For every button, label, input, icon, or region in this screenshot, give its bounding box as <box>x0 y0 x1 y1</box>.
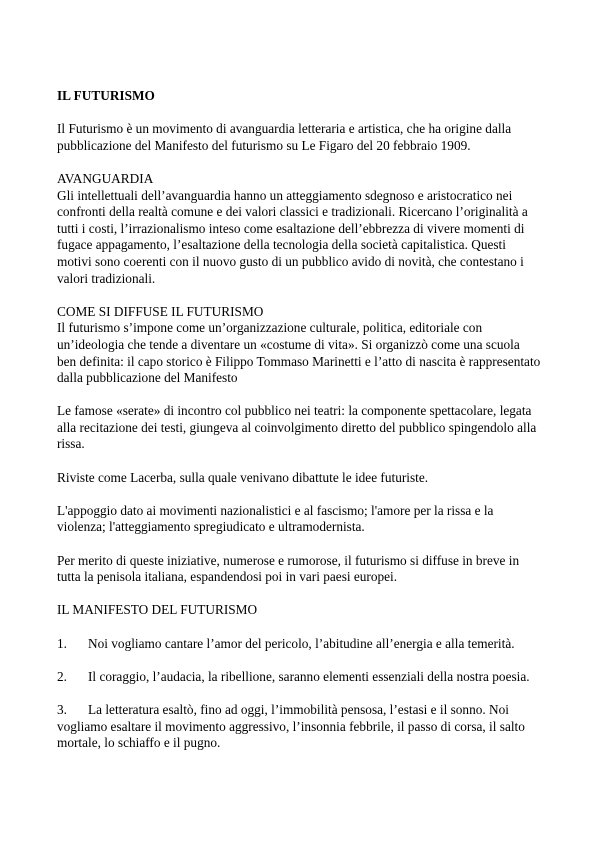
avanguardia-text: Gli intellettuali dell’avanguardia hanno un atteggiamento sdegnoso e aristocratico nei confronti della realtà comune e dei valori classici e tradizionali. Ricercano l’originalità a tutti i costi, l’irrazionalismo inteso come esaltazione dell’ebbrezza di vivere momenti di fugace appagamento, l’esaltazione della tecnologia della società capitalistica. Questi motivi sono coerenti con il nuovo gusto di un pubblico avido di novità, che contestano i valori tradizionali. <box>57 187 528 286</box>
list-item-number: 2. <box>57 668 67 684</box>
list-item <box>57 636 541 653</box>
document-title: IL FUTURISMO <box>57 88 155 103</box>
diffusione-paragraph-1: Il futurismo s’impone come un’organizzazione culturale, politica, editoriale con un’ideologia che tende a diventare un «costume di vita». Si organizzò come una scuola ben definita: il capo storico è Filippo Tommaso Marinetti e l’atto di nascita è rappresentato dalla pubblicazione del Manifesto <box>57 320 541 386</box>
avanguardia-heading: AVANGUARDIA <box>57 170 154 186</box>
diffusione-paragraph-2: Le famose «serate» di incontro col pubblico nei teatri: la componente spettacolare, legata alla recitazione dei testi, giungeva al coinvolgimento diretto del pubblico spingendolo alla rissa. <box>57 403 537 452</box>
diffusione-paragraph-3: Riviste come Lacerba, sulla quale venivano dibattute le idee futuriste. <box>57 469 429 485</box>
list-item-number: 3. <box>57 701 67 717</box>
list-item <box>57 702 541 752</box>
diffusione-section <box>57 304 541 387</box>
diffusione-paragraph-5: Per merito di queste iniziative, numerose e rumorose, il futurismo si diffuse in breve in tutta la penisola italiana, espandendosi poi in vari paesi europei. <box>57 552 520 585</box>
list-item <box>57 669 541 686</box>
document-page <box>57 88 541 752</box>
list-item-text: La letteratura esaltò, fino ad oggi, l’immobilità pensosa, l’estasi e il sonno. Noi vogliamo esaltare il movimento aggressivo, l’insonnia febbrile, il passo di corsa, il salto mortale, lo schiaffo e il pugno. <box>57 701 525 751</box>
list-item-number: 1. <box>57 635 67 651</box>
intro-paragraph: Il Futurismo è un movimento di avanguardia letteraria e artistica, che ha origine dalla pubblicazione del Manifesto del futurismo su Le Figaro del 20 febbraio 1909. <box>57 121 512 153</box>
avanguardia-section <box>57 171 541 287</box>
diffusione-paragraph-4: L'appoggio dato ai movimenti nazionalistici e al fascismo; l'amore per la rissa e la violenza; l'atteggiamento spregiudicato e ultramodernista. <box>57 502 494 535</box>
list-item-text: Il coraggio, l’audacia, la ribellione, saranno elementi essenziali della nostra poesia. <box>88 668 530 684</box>
manifesto-heading: IL MANIFESTO DEL FUTURISMO <box>57 602 258 618</box>
list-item-text: Noi vogliamo cantare l’amor del pericolo, l’abitudine all’energia e alla temerità. <box>88 635 515 651</box>
diffusione-heading: COME SI DIFFUSE IL FUTURISMO <box>57 303 264 319</box>
manifesto-list <box>57 636 541 752</box>
